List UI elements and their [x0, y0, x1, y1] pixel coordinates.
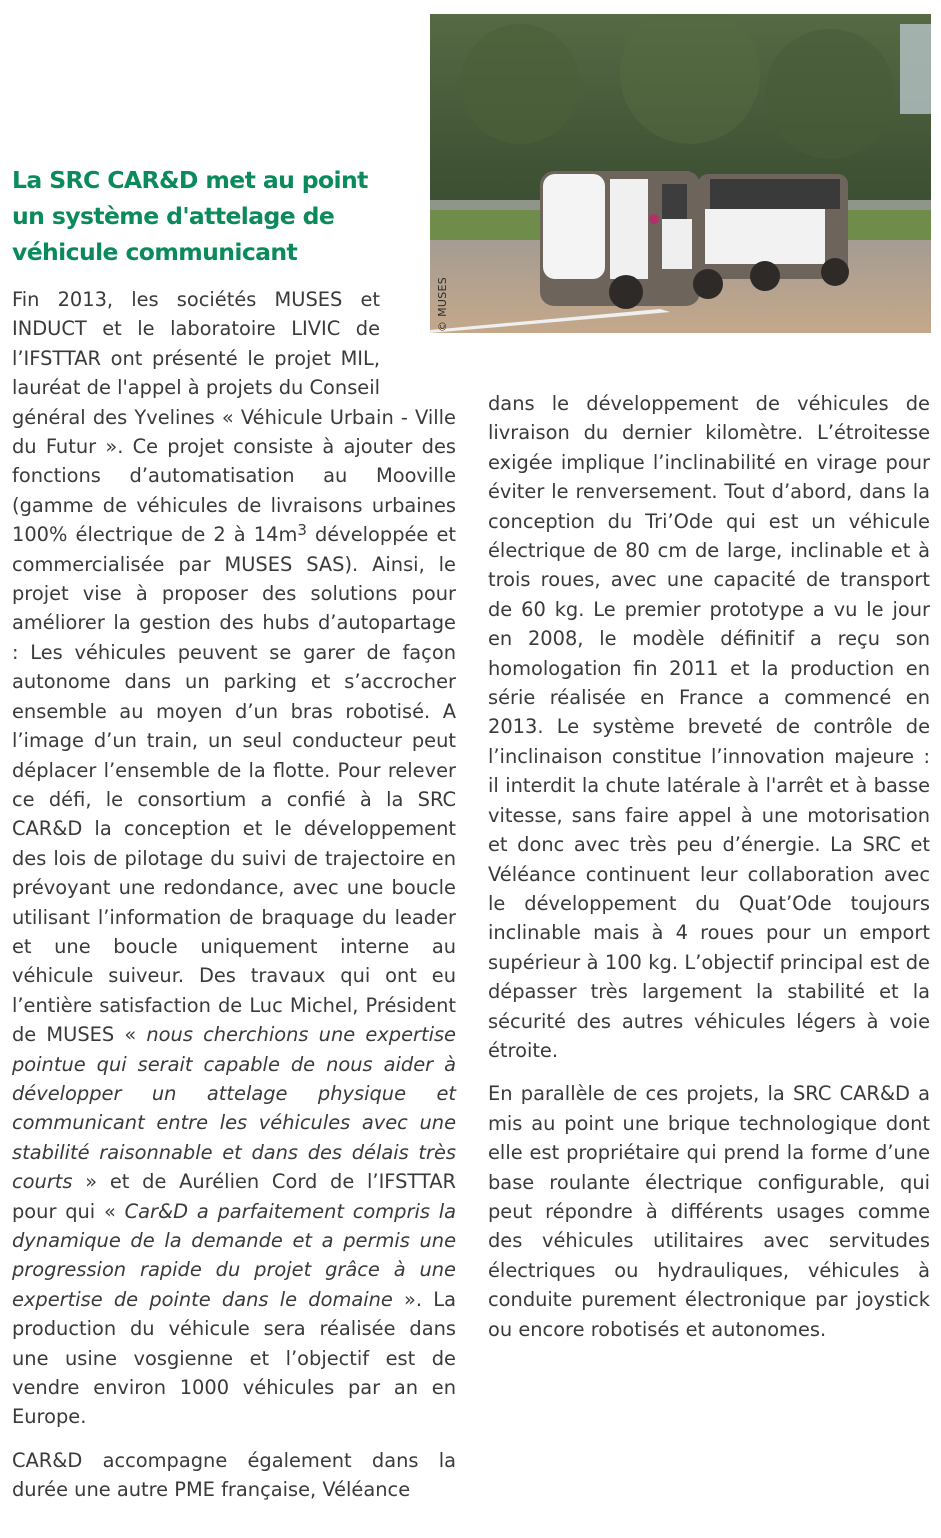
photo-illustration [430, 14, 931, 333]
text-run: Fin 2013, les sociétés MUSES et INDUCT et le laboratoire LIVIC de l’IFSTTAR ont présenté le projet MIL, lauréat de l'appel à projets du Conseil général des Yvelines « Véhicule Urbain - Ville du Futur ». Ce projet consiste à ajouter des fonctions d’automatisation au Mooville (gamme de véhicules de livraisons urbaines 100% électrique de 2 à 14m [12, 288, 456, 547]
paragraph-veleance: dans le développement de véhicules de livraison du dernier kilomètre. L’étroitesse exigée implique l’inclinabilité en virage pour éviter le renversement. Tout d’abord, dans la conception du Tri’Ode qui est un véhicule électrique de 80 cm de large, inclinable et à trois roues, avec une capacité de transport de 60 kg. Le premier prototype a vu le jour en 2008, le modèle définitif a reçu son homologation fin 2011 et la production en série réalisée en France a commencé en 2013. Le système breveté de contrôle de l’inclinaison constitue l’innovation majeure : il interdit la chute latérale à l'arrêt et à basse vitesse, sans faire appel à une motorisation et donc avec très peu d’énergie. La SRC et Véléance continuent leur collaboration avec le développement du Quat’Ode toujours inclinable mais à 4 roues pour un emport supérieur à 100 kg. L’objectif principal est de dépasser très largement la stabilité et la sécurité des autres véhicules légers à voie étroite. [488, 392, 930, 1062]
article-headline [12, 162, 392, 270]
text-run: » et de Aurélien Cord de l’IFSTTAR pour qui « [12, 1170, 456, 1223]
paragraph-veleance-intro: CAR&D accompagne également dans la durée une autre PME française, Véléance [12, 1448, 456, 1502]
rear-vehicle [698, 174, 849, 291]
vehicle-photo [430, 14, 931, 333]
headline-line: un système d'attelage de [12, 202, 335, 230]
headline-line: La SRC CAR&D met au point [12, 166, 368, 194]
paragraph-mil-project [12, 285, 456, 1432]
quote-luc-michel: nous cherchions une expertise pointue qui serait capable de nous aider à développer un attelage physique et communicant entre les véhicules avec une stabilité raisonnable et dans des délais très courts [12, 1023, 456, 1194]
right-column [488, 389, 930, 1358]
text-run: ». La production du véhicule sera réalisée dans une usine vosgienne et l’objectif est de vendre environ 1000 véhicules par an en Europe. [12, 1287, 456, 1429]
text-run: développée et commercialisée par MUSES SAS). Ainsi, le projet vise à proposer des solutions pour améliorer la gestion des hubs d’autopartage : Les véhicules peuvent se garer de façon autonome dans un parking et s’accrocher ensemble au moyen d’un bras robotisé. A l’image d’un train, un seul conducteur peut déplacer l’ensemble de la flotte. Pour relever ce défi, le consortium a confié à la SRC CAR&D la conception et le développement des lois de pilotage du suivi de trajectoire en prévoyant une redondance, avec une boucle utilisant l’information de braquage du leader et une boucle uniquement interne au véhicule suiveur. Des travaux qui ont eu l’entière satisfaction de Luc Michel, Président de MUSES « [12, 523, 456, 1047]
paragraph-base-roulante: En parallèle de ces projets, la SRC CAR&D a mis au point une brique technologique dont elle est propriétaire qui prend la forme d’une base roulante électrique configurable, qui peut répondre à différents usages comme des véhicules utilitaires avec servitudes électriques ou hydrauliques, véhicules à conduite purement électronique par joystick ou encore robotisés et autonomes. [488, 1082, 930, 1341]
quote-aurelien-cord: Car&D a parfaitement compris la dynamique de la demande et a permis une progression rapide du projet grâce à une expertise de pointe dans le domaine [12, 1199, 456, 1311]
photo-credit-text: © MUSES [436, 276, 449, 332]
sky-patch [900, 24, 931, 114]
front-vehicle [540, 171, 723, 309]
photo-wrap-spacer [380, 285, 456, 402]
headline-line: véhicule communicant [12, 238, 298, 266]
left-column [12, 285, 456, 1519]
superscript: 3 [297, 521, 307, 540]
